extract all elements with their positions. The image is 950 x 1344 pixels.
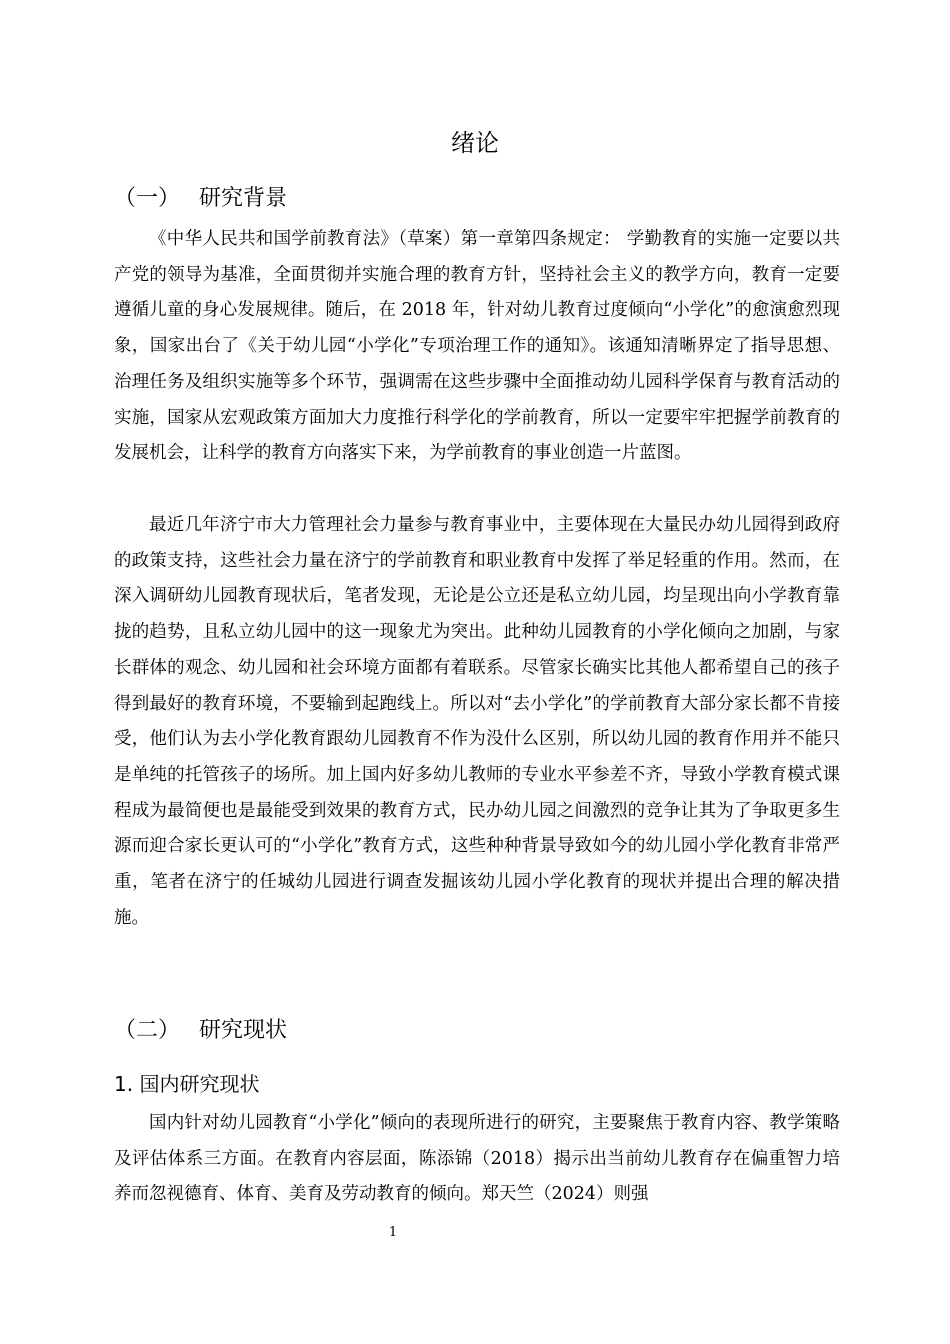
section-heading-background — [114, 182, 287, 216]
document-title: 绪论 — [451, 129, 499, 157]
section-heading-status — [114, 1014, 287, 1048]
section-title: 研究背景 — [199, 186, 288, 211]
section-number: （一） — [114, 186, 181, 211]
section-title: 研究现状 — [199, 1018, 288, 1043]
section-number: （二） — [114, 1018, 181, 1043]
paragraph-background-1: 《中华人民共和国学前教育法》（草案）第一章第四条规定： 学勤教育的实施一定要以共产党的领导为基准，全面贯彻并实施合理的教育方针，坚持社会主义的教学方向，教育一定要遵循儿童的身心发展规律。随后，在 2018 年，针对幼儿教育过度倾向“小学化”的愈演愈烈现象，国家出台了《关于幼儿园“小学化”专项治理工作的通知》。该通知清晰界定了指导思想、治理任务及组织实施等多个环节，强调需在这些步骤中全面推动幼儿园科学保育与教育活动的实施，国家从宏观政策方面加大力度推行科学化的学前教育，所以一定要牢牢把握学前教育的发展机会，让科学的教育方向落实下来，为学前教育的事业创造一片蓝图。 — [114, 229, 840, 464]
paragraph-domestic-1: 国内针对幼儿园教育“小学化”倾向的表现所进行的研究，主要聚焦于教育内容、教学策略及评估体系三方面。在教育内容层面，陈添锦（2018）揭示出当前幼儿教育存在偏重智力培养而忽视德育、体育、美育及劳动教育的倾向。郑天竺（2024）则强 — [114, 1113, 840, 1205]
page-number: 1 — [388, 1225, 398, 1240]
subsection-heading-domestic: 1. 国内研究现状 — [114, 1072, 260, 1096]
paragraph-background-2: 最近几年济宁市大力管理社会力量参与教育事业中，主要体现在大量民办幼儿园得到政府的政策支持，这些社会力量在济宁的学前教育和职业教育中发挥了举足轻重的作用。然而，在深入调研幼儿园教育现状后，笔者发现，无论是公立还是私立幼儿园，均呈现出向小学教育靠拢的趋势，且私立幼儿园中的这一现象尤为突出。此种幼儿园教育的小学化倾向之加剧，与家长群体的观念、幼儿园和社会环境方面都有着联系。尽管家长确实比其他人都希望自己的孩子得到最好的教育环境，不要输到起跑线上。所以对“去小学化”的学前教育大部分家长都不肯接受，他们认为去小学化教育跟幼儿园教育不作为没什么区别，所以幼儿园的教育作用并不能只是单纯的托管孩子的场所。加上国内好多幼儿教师的专业水平参差不齐，导致小学教育模式课程成为最简便也是最能受到效果的教育方式，民办幼儿园之间激烈的竞争让其为了争取更多生源而迎合家长更认可的“小学化”教育方式，这些种种背景导致如今的幼儿园小学化教育非常严重，笔者在济宁的任城幼儿园进行调查发掘该幼儿园小学化教育的现状并提出合理的解决措施。 — [114, 515, 840, 928]
